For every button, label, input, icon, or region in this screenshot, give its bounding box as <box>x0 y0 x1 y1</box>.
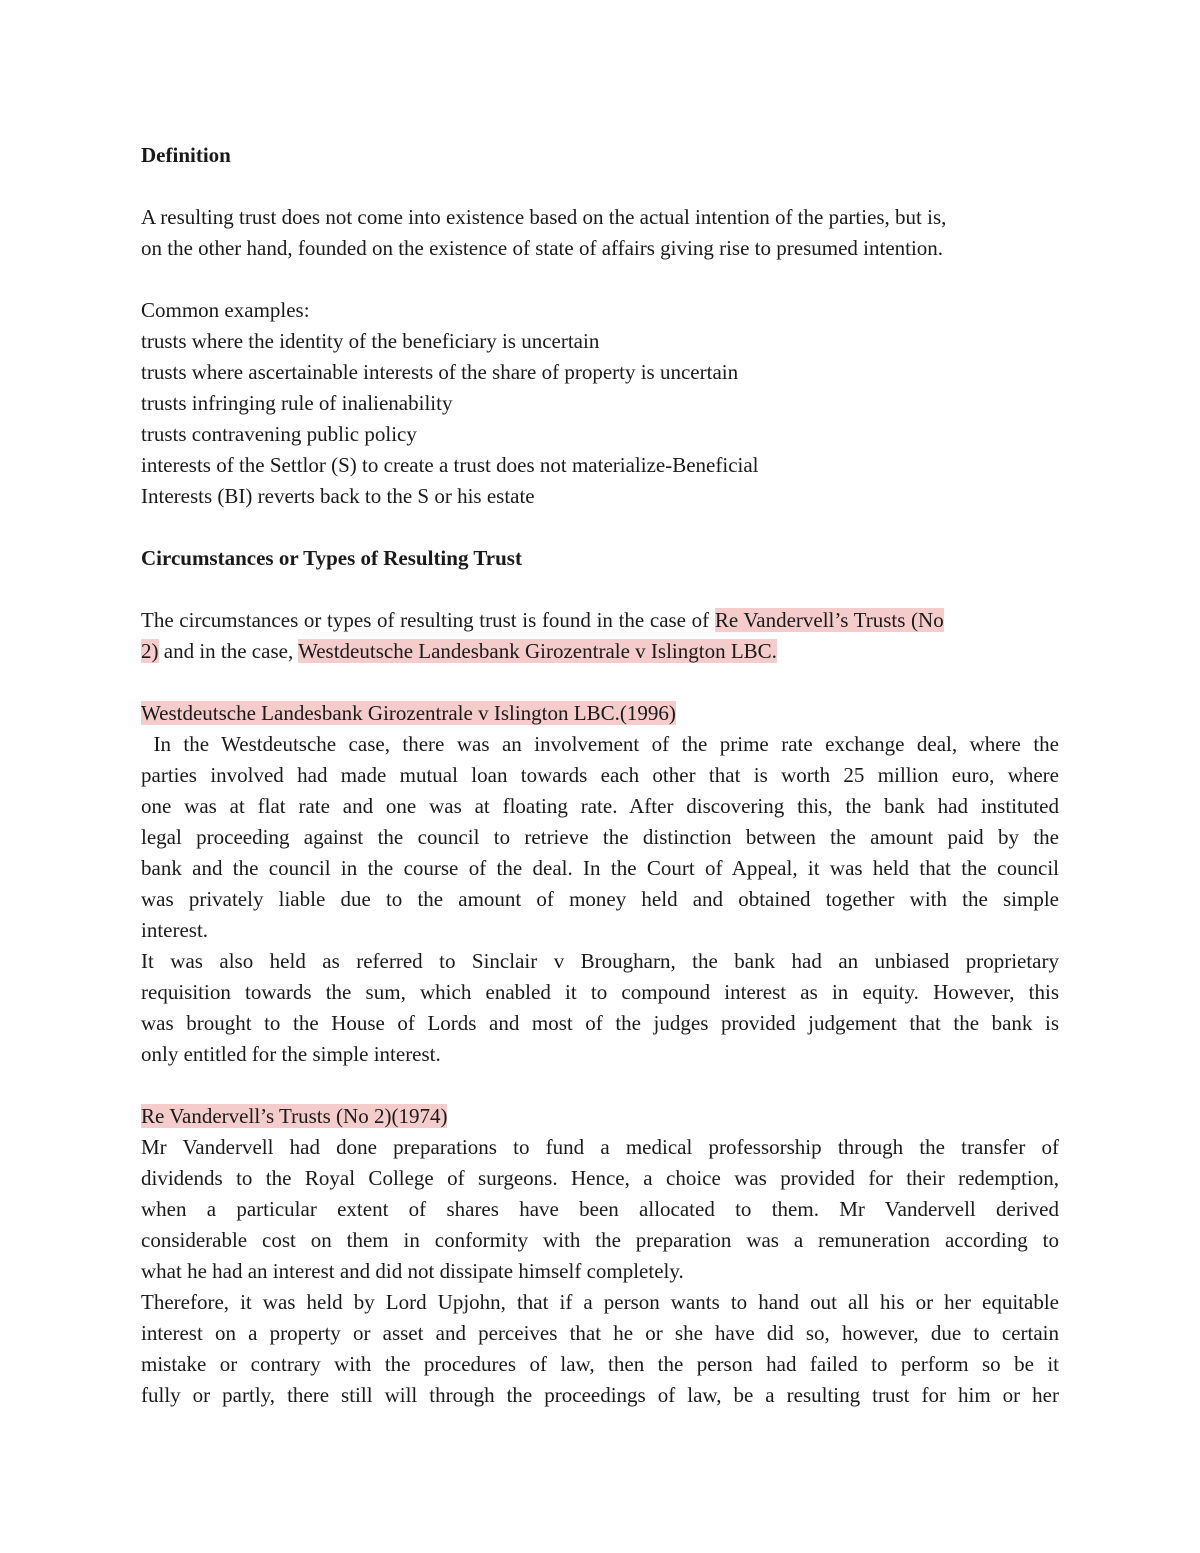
circumstances-text-line <box>141 636 1059 667</box>
westdeutsche-case-title: Westdeutsche Landesbank Girozentrale v Islington LBC.(1996) <box>141 701 676 725</box>
examples-intro: Common examples: <box>141 298 310 322</box>
vandervell-case-title: Re Vandervell’s Trusts (No 2)(1974) <box>141 1104 448 1128</box>
vandervell-text-line: considerable cost on them in conformity with the preparation was a remuneration according to <box>141 1228 1059 1252</box>
example-item: Interests (BI) reverts back to the S or his estate <box>141 484 535 508</box>
vandervell-text-line: Mr Vandervell had done preparations to fund a medical professorship through the transfer of <box>141 1135 1059 1159</box>
vandervell-case-title-line <box>141 1101 1059 1132</box>
westdeutsche-text-line: parties involved had made mutual loan towards each other that is worth 25 million euro, where <box>141 763 1059 787</box>
westdeutsche-case-title-line <box>141 698 1059 729</box>
example-item: trusts where the identity of the beneficiary is uncertain <box>141 329 600 353</box>
westdeutsche-text-line: interest. <box>141 918 209 942</box>
circumstances-heading: Circumstances or Types of Resulting Trust <box>141 546 522 570</box>
document-body <box>141 140 1059 1411</box>
vandervell-text-line: when a particular extent of shares have been allocated to them. Mr Vandervell derived <box>141 1197 1059 1221</box>
circumstances-text: The circumstances or types of resulting trust is found in the case of <box>141 608 715 632</box>
vandervell-text-line: mistake or contrary with the procedures of law, then the person had failed to perform so be it <box>141 1352 1059 1376</box>
example-item: trusts infringing rule of inalienability <box>141 391 453 415</box>
case-reference-highlight: Westdeutsche Landesbank Girozentrale v Islington LBC. <box>298 639 777 663</box>
westdeutsche-text-line: one was at flat rate and one was at floating rate. After discovering this, the bank had instituted <box>141 794 1059 818</box>
definition-text-line: on the other hand, founded on the existence of state of affairs giving rise to presumed intention. <box>141 236 944 260</box>
westdeutsche-text-line: bank and the council in the course of the deal. In the Court of Appeal, it was held that the council <box>141 856 1059 880</box>
vandervell-text-line: what he had an interest and did not dissipate himself completely. <box>141 1259 684 1283</box>
example-item: trusts contravening public policy <box>141 422 417 446</box>
westdeutsche-text-line: only entitled for the simple interest. <box>141 1042 441 1066</box>
case-reference-highlight: Re Vandervell’s Trusts (No <box>714 608 944 632</box>
westdeutsche-text-line: legal proceeding against the council to retrieve the distinction between the amount paid by the <box>141 825 1059 849</box>
westdeutsche-text-line: was brought to the House of Lords and most of the judges provided judgement that the bank is <box>141 1011 1059 1035</box>
westdeutsche-text-line: was privately liable due to the amount of money held and obtained together with the simple <box>141 887 1059 911</box>
example-item: interests of the Settlor (S) to create a trust does not materialize-Beneficial <box>141 453 759 477</box>
vandervell-text-line: fully or partly, there still will through the proceedings of law, be a resulting trust for him or her <box>141 1383 1059 1407</box>
westdeutsche-text-line: It was also held as referred to Sinclair v Brougharn, the bank had an unbiased proprietary <box>141 949 1059 973</box>
circumstances-text-line <box>141 605 1059 636</box>
definition-text-line: A resulting trust does not come into existence based on the actual intention of the parties, but is, <box>141 205 947 229</box>
vandervell-text-line: interest on a property or asset and perceives that he or she have did so, however, due to certain <box>141 1321 1059 1345</box>
vandervell-text-line: Therefore, it was held by Lord Upjohn, that if a person wants to hand out all his or her equitable <box>141 1290 1059 1314</box>
vandervell-text-line: dividends to the Royal College of surgeons. Hence, a choice was provided for their redemption, <box>141 1166 1059 1190</box>
westdeutsche-text-line: In the Westdeutsche case, there was an involvement of the prime rate exchange deal, where the <box>141 732 1059 756</box>
definition-heading: Definition <box>141 143 231 167</box>
example-item: trusts where ascertainable interests of the share of property is uncertain <box>141 360 739 384</box>
westdeutsche-text-line: requisition towards the sum, which enabled it to compound interest as in equity. However, this <box>141 980 1059 1004</box>
case-reference-highlight: 2) <box>141 639 159 663</box>
circumstances-text: and in the case, <box>158 639 299 663</box>
